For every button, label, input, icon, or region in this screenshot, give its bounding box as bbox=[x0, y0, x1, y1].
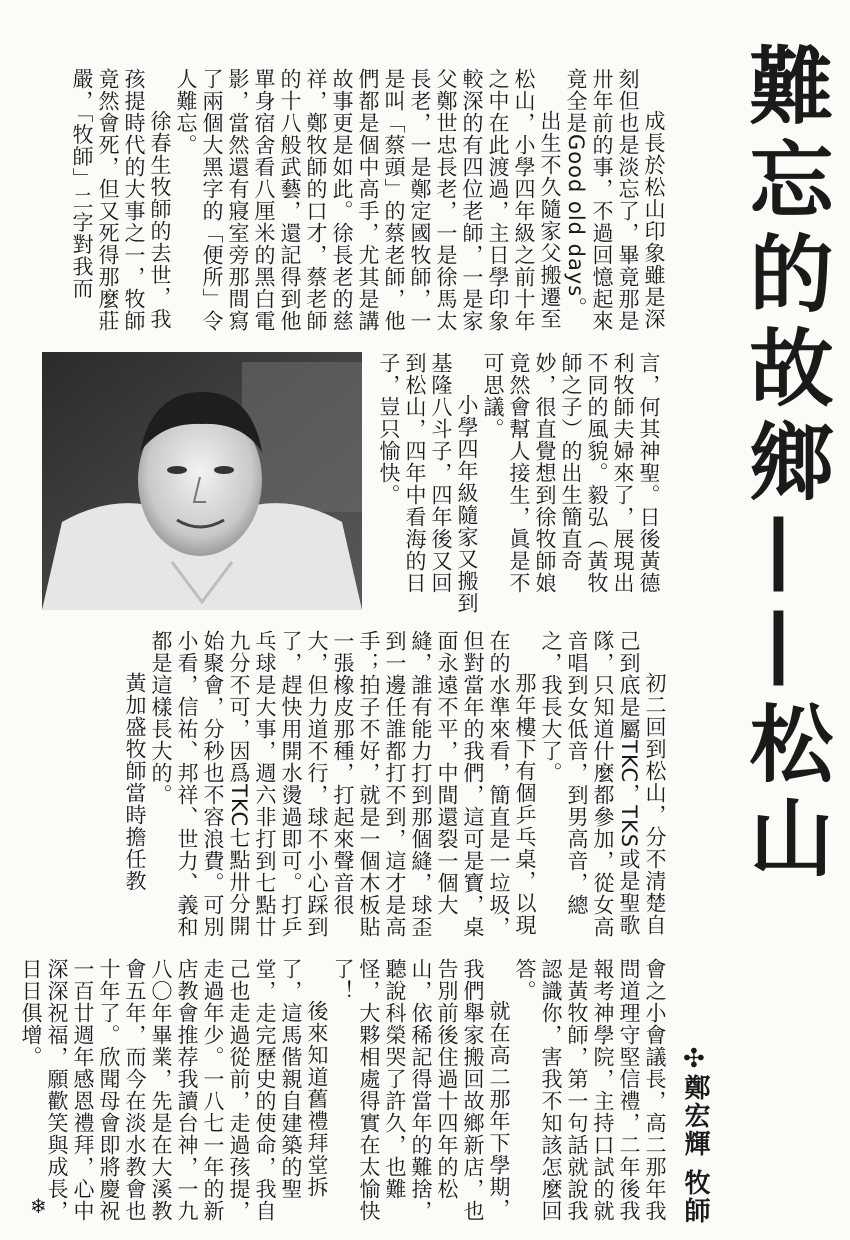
paragraph: 徐春生牧師的去世，我孩提時代的大事之一，牧師竟然會死，但又死得那麼莊嚴，「牧師」二字對我而 bbox=[70, 68, 172, 332]
text-block-4 bbox=[19, 958, 668, 1228]
paragraph: 出生不久隨家父搬遷至松山，小學四年級之前十年之中在此渡過，主日學印象較深的有四位老師，一是家父鄭世忠長老，一是徐馬太長老，一是鄭定國牧師，一是叫「蔡頭」的蔡老師，他們都是個中高手，尤其是講故事更是如此。徐長老的慈祥，鄭牧師的口才，蔡老師的十八般武藝，還記得到他單身宿舍看八厘米的黑白電影，當然還有寢室旁那間寫了兩個大黑字的「便所」令人難忘。 bbox=[174, 68, 562, 332]
portrait-illustration bbox=[42, 352, 362, 610]
paragraph: 言，何其神聖。日後黃德利牧師夫婦來了，展現出不同的風貌。毅弘（黃牧師之子）的出生簡直奇妙，很直覺想到徐牧師娘竟然會幫人接生，眞是不可思議。 bbox=[481, 352, 661, 594]
paragraph: 小學四年級隨家又搬到基隆八斗子，四年後又回到松山，四年中看海的日子，豈只愉快。 bbox=[377, 352, 479, 614]
paragraph: 就在高二那年下學期，我們舉家搬回故鄉新店，也告別前後住過十四年的松山，依稀記得當年的難捨，聽說科榮哭了許久，也難怪，大夥相處得實在太愉快了！ bbox=[331, 958, 511, 1222]
article-author: 鄭宏輝 牧師 bbox=[680, 1074, 710, 1226]
snowflake-ornament-icon: ❄ bbox=[30, 1194, 47, 1218]
portrait-photo bbox=[42, 352, 362, 610]
paragraph: 後來知道舊禮拜堂拆了，這馬偕親自建築的聖堂，走完歷史的使命，我自己也走過從前，走過孩提，走過年少。一八七一年的新店教會推荐我讀台神，一九八〇年畢業，先是在大溪教會五年，而今在淡水教會也十年了。欣聞母會即將慶祝一百廿週年感恩禮拜，心中深深祝福，願歡笑與成長，日日俱增。 bbox=[19, 958, 329, 1222]
author-mark-icon: ✣ bbox=[683, 1044, 705, 1074]
text-block-2 bbox=[377, 352, 662, 614]
text-block-3 bbox=[72, 630, 668, 950]
paragraph: 那年樓下有個乒乓桌，以現在的水準來看，簡直是一垃圾，但對當年的我們，這可是寶，桌面永遠不平，中間還裂一個大縫，誰有能力打到那個縫，球歪到一邊任誰都打不到，這才是高手；拍子不好，就是一個木板貼一張橡皮那種，打起來聲音很大，但力道不行，球不小心踩到了，趕快用開水燙過即可。打乒乓球是大事，週六非打到七點廿九分不可，因爲TKC七點卅分開始聚會，分秒也不容浪費。可別小看，信祐、邦祥、世力、義和都是這樣長大的。 bbox=[149, 630, 537, 938]
article-title: 難忘的故鄉——松山 bbox=[736, 42, 835, 888]
paragraph: 會之小會議長，高二那年我問道理守堅信禮，二年後我報考神學院，主持口試的就是黃牧師，第一句話就說我認識你，害我不知該怎麼回答。 bbox=[513, 958, 667, 1222]
text-block-1 bbox=[70, 68, 667, 338]
paragraph: 初二回到松山，分不清楚自己到底是屬TKC，TKS或是聖歌隊，只知道什麼都參加，從女高音唱到女低音，到男高音，總之，我長大了。 bbox=[539, 630, 667, 938]
paragraph: 成長於松山印象雖是深刻但也是淡忘了，畢竟那是卅年前的事，不過回憶起來竟全是Good old days。 bbox=[564, 68, 666, 332]
paragraph: 黃加盛牧師當時擔任教 bbox=[123, 672, 147, 892]
